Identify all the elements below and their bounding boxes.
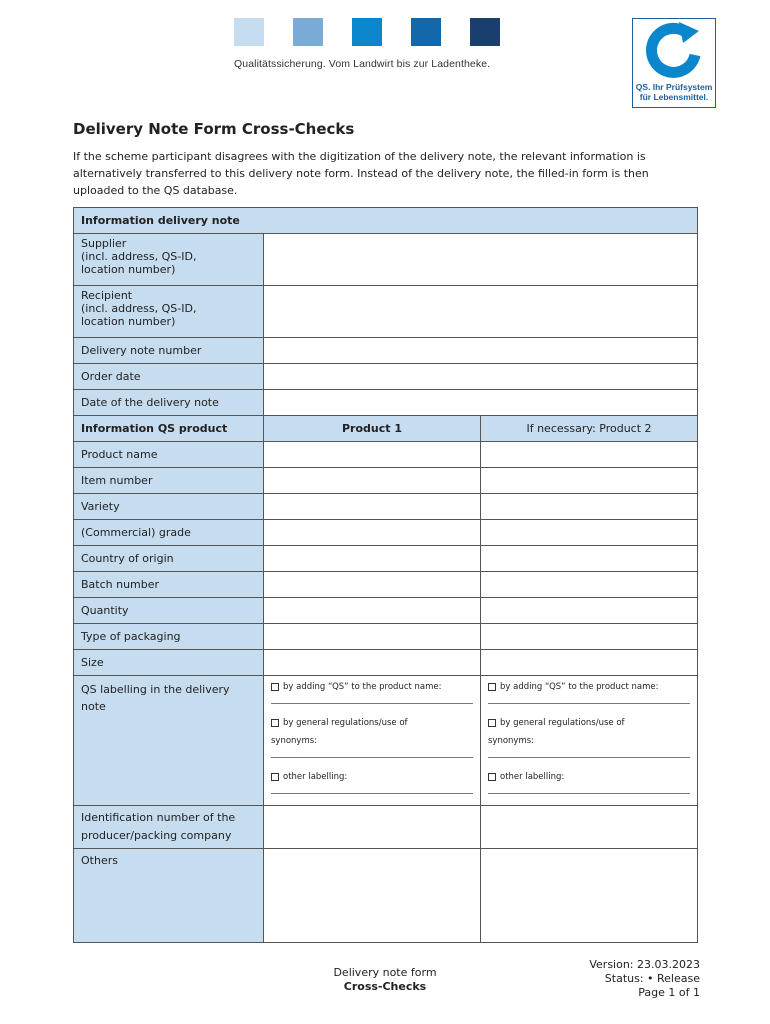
recipient-label: Recipient (incl. address, QS-ID, location number) xyxy=(74,286,264,338)
tagline: Qualitätssicherung. Vom Landwirt bis zur Ladentheke. xyxy=(234,58,491,70)
option-general-regulations[interactable]: by general regulations/use of xyxy=(271,718,473,728)
product-1-cell[interactable] xyxy=(264,598,481,624)
option-general-regulations[interactable]: by general regulations/use of xyxy=(488,718,690,728)
others-product-1[interactable] xyxy=(264,849,481,943)
checkbox-icon[interactable] xyxy=(488,773,496,781)
underline[interactable] xyxy=(271,756,473,758)
order-date-label: Order date xyxy=(74,364,264,390)
row-label-item-number: Item number xyxy=(74,468,264,494)
product-2-cell[interactable] xyxy=(481,572,698,598)
checkbox-icon[interactable] xyxy=(271,719,279,727)
order-date-field[interactable] xyxy=(264,364,698,390)
brand-square-5 xyxy=(470,18,500,46)
row-label-product-name: Product name xyxy=(74,442,264,468)
product-2-cell[interactable] xyxy=(481,494,698,520)
footer-page: Page 1 of 1 xyxy=(638,986,700,999)
page-title: Delivery Note Form Cross-Checks xyxy=(73,120,355,138)
logo-caption: QS. Ihr Prüfsystem für Lebensmittel. xyxy=(635,82,713,102)
brand-square-3 xyxy=(352,18,382,46)
supplier-label: Supplier (incl. address, QS-ID, location number) xyxy=(74,234,264,286)
supplier-field[interactable] xyxy=(264,234,698,286)
qs-circle-arrow-icon xyxy=(633,19,717,81)
qs-labelling-product-2 xyxy=(481,676,698,806)
option-qs-product-name[interactable]: by adding “QS” to the product name: xyxy=(488,682,690,692)
product-2-cell[interactable] xyxy=(481,468,698,494)
product-2-cell[interactable] xyxy=(481,520,698,546)
delivery-date-label: Date of the delivery note xyxy=(74,390,264,416)
option-other-labelling[interactable]: other labelling: xyxy=(271,772,473,782)
checkbox-icon[interactable] xyxy=(488,719,496,727)
product-1-cell[interactable] xyxy=(264,494,481,520)
identification-label: Identification number of the producer/packing company xyxy=(74,806,264,849)
underline[interactable] xyxy=(488,756,690,758)
section-header-delivery-note: Information delivery note xyxy=(74,208,698,234)
qs-labelling-product-1 xyxy=(264,676,481,806)
option-other-labelling[interactable]: other labelling: xyxy=(488,772,690,782)
row-label-type-of-packaging: Type of packaging xyxy=(74,624,264,650)
underline[interactable] xyxy=(271,702,473,704)
product-1-cell[interactable] xyxy=(264,442,481,468)
checkbox-icon[interactable] xyxy=(271,683,279,691)
footer-document-title: Delivery note form Cross-Checks xyxy=(333,966,437,993)
delivery-note-table xyxy=(73,207,698,943)
product-2-cell[interactable] xyxy=(481,598,698,624)
product-1-cell[interactable] xyxy=(264,624,481,650)
checkbox-icon[interactable] xyxy=(271,773,279,781)
section-header-qs-product: Information QS product xyxy=(74,416,264,442)
product-1-cell[interactable] xyxy=(264,572,481,598)
row-label-quantity: Quantity xyxy=(74,598,264,624)
row-label-variety: Variety xyxy=(74,494,264,520)
delivery-note-number-field[interactable] xyxy=(264,338,698,364)
row-label-grade: (Commercial) grade xyxy=(74,520,264,546)
brand-square-2 xyxy=(293,18,323,46)
product-2-header: If necessary: Product 2 xyxy=(481,416,698,442)
option-synonyms-label: synonyms: xyxy=(488,736,535,746)
identification-product-2[interactable] xyxy=(481,806,698,849)
qs-labelling-label: QS labelling in the delivery note xyxy=(74,676,264,806)
footer-status: Status: • Release xyxy=(604,972,700,985)
underline[interactable] xyxy=(488,702,690,704)
product-1-cell[interactable] xyxy=(264,546,481,572)
product-1-cell[interactable] xyxy=(264,468,481,494)
intro-text: If the scheme participant disagrees with the digitization of the delivery note, the relevant information is alternatively transferred to this delivery note form. Instead of the delivery note, the filled-in form is then uploaded to the QS database. xyxy=(73,150,649,197)
option-qs-product-name[interactable]: by adding “QS” to the product name: xyxy=(271,682,473,692)
option-synonyms-label: synonyms: xyxy=(271,736,318,746)
underline[interactable] xyxy=(488,792,690,794)
brand-square-1 xyxy=(234,18,264,46)
product-2-cell[interactable] xyxy=(481,650,698,676)
product-2-cell[interactable] xyxy=(481,442,698,468)
product-1-cell[interactable] xyxy=(264,520,481,546)
delivery-date-field[interactable] xyxy=(264,390,698,416)
checkbox-icon[interactable] xyxy=(488,683,496,691)
delivery-note-number-label: Delivery note number xyxy=(74,338,264,364)
others-label: Others xyxy=(74,849,264,943)
qs-logo xyxy=(632,18,716,108)
product-2-cell[interactable] xyxy=(481,624,698,650)
row-label-batch-number: Batch number xyxy=(74,572,264,598)
brand-square-4 xyxy=(411,18,441,46)
identification-product-1[interactable] xyxy=(264,806,481,849)
product-1-cell[interactable] xyxy=(264,650,481,676)
recipient-field[interactable] xyxy=(264,286,698,338)
product-1-header: Product 1 xyxy=(264,416,481,442)
footer-meta xyxy=(589,958,700,1000)
footer-version: Version: 23.03.2023 xyxy=(589,958,700,971)
product-2-cell[interactable] xyxy=(481,546,698,572)
others-product-2[interactable] xyxy=(481,849,698,943)
underline[interactable] xyxy=(271,792,473,794)
row-label-size: Size xyxy=(74,650,264,676)
row-label-country-of-origin: Country of origin xyxy=(74,546,264,572)
